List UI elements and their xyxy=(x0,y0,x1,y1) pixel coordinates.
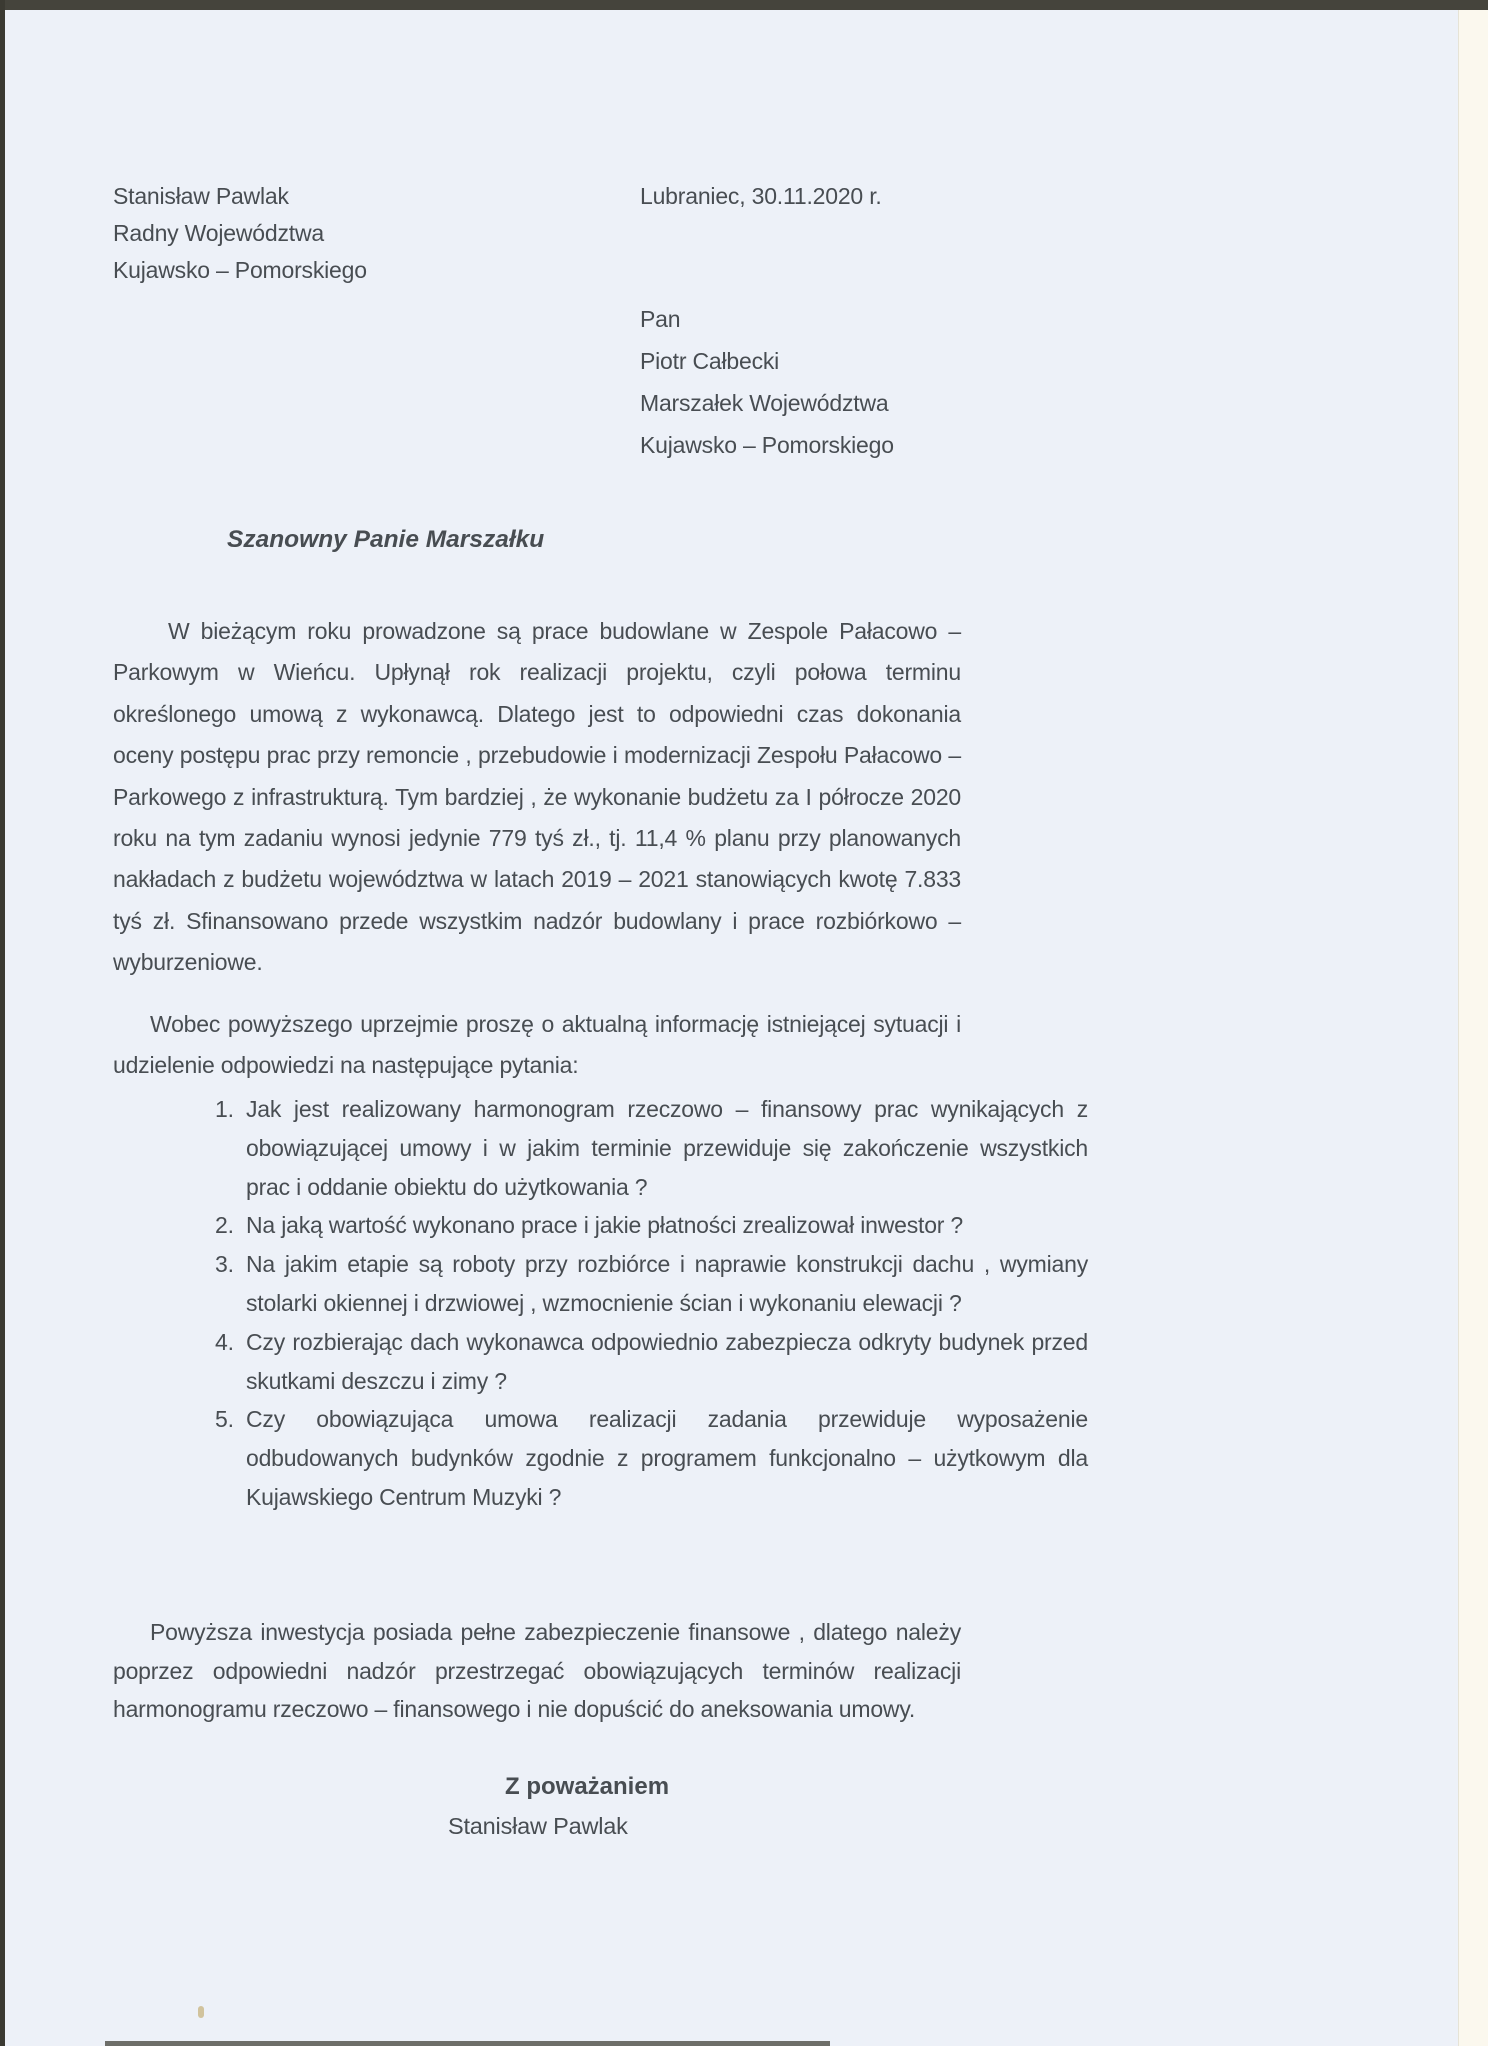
recipient-honorific: Pan xyxy=(640,306,681,332)
place-and-date: Lubraniec, 30.11.2020 r. xyxy=(640,183,882,209)
question-item-3: 3. Na jakim etapie są roboty przy rozbiórce i naprawie konstrukcji dachu , wymiany stolarki okiennej i drzwiowej , wzmocnienie ścian i wykonaniu elewacji ? xyxy=(240,1245,1088,1323)
question-item-1: 1. Jak jest realizowany harmonogram rzeczowo – finansowy prac wynikających z obowiązującej umowy i w jakim terminie przewiduje się zakończenie wszystkich prac i oddanie obiektu do użytkowania ? xyxy=(240,1090,1088,1206)
sender-block xyxy=(113,178,367,289)
recipient-title: Marszałek Województwa xyxy=(640,390,889,416)
questions-list xyxy=(113,1090,1088,1517)
scan-edge-right-strip xyxy=(1458,10,1488,2046)
salutation: Szanowny Panie Marszałku xyxy=(227,526,545,553)
scan-edge-bottom xyxy=(105,2041,830,2046)
sender-region: Kujawsko – Pomorskiego xyxy=(113,257,367,283)
paragraph-request: Wobec powyższego uprzejmie proszę o aktualną informację istniejącej sytuacji i udzielenie odpowiedzi na następujące pytania: xyxy=(113,1011,961,1078)
paragraph-conclusion: Powyższa inwestycja posiada pełne zabezpieczenie finansowe , dlatego należy poprzez odpowiedni nadzór przestrzegać obowiązujących terminów realizacji harmonogramu rzeczowo – finansowego i nie dopuścić do aneksowania umowy. xyxy=(113,1619,961,1722)
closing-phrase: Z poważaniem xyxy=(505,1773,670,1800)
scan-speck xyxy=(198,2006,204,2018)
question-item-2: 2. Na jaką wartość wykonano prace i jakie płatności zrealizował inwestor ? xyxy=(240,1206,1088,1245)
scan-edge-top xyxy=(0,0,1488,10)
paragraph-project-status: W bieżącym roku prowadzone są prace budowlane w Zespole Pałacowo – Parkowym w Wieńcu. Upłynął rok realizacji projektu, czyli połowa terminu określonego umową z wykonawcą. Dlatego jest to odpowiedni czas dokonania oceny postępu prac przy remoncie , przebudowie i modernizacji Zespołu Pałacowo – Parkowego z infrastrukturą. Tym bardziej , że wykonanie budżetu za I półrocze 2020 roku na tym zadaniu wynosi jedynie 779 tyś zł., tj. 11,4 % planu przy planowanych nakładach z budżetu województwa w latach 2019 – 2021 stanowiących kwotę 7.833 tyś zł. Sfinansowano przede wszystkim nadzór budowlany i prace rozbiórkowo – wyburzeniowe. xyxy=(113,618,961,976)
signature-name: Stanisław Pawlak xyxy=(448,1813,628,1839)
recipient-block xyxy=(640,298,894,466)
question-item-4: 4. Czy rozbierając dach wykonawca odpowiednio zabezpiecza odkryty budynek przed skutkami deszczu i zimy ? xyxy=(240,1323,1088,1401)
scan-edge-left xyxy=(0,0,5,2046)
sender-name: Stanisław Pawlak xyxy=(113,183,289,209)
recipient-region: Kujawsko – Pomorskiego xyxy=(640,432,894,458)
sender-title: Radny Województwa xyxy=(113,220,324,246)
recipient-name: Piotr Całbecki xyxy=(640,348,780,374)
question-item-5: 5. Czy obowiązująca umowa realizacji zadania przewiduje wyposażenie odbudowanych budynków zgodnie z programem funkcjonalno – użytkowym dla Kujawskiego Centrum Muzyki ? xyxy=(240,1400,1088,1516)
